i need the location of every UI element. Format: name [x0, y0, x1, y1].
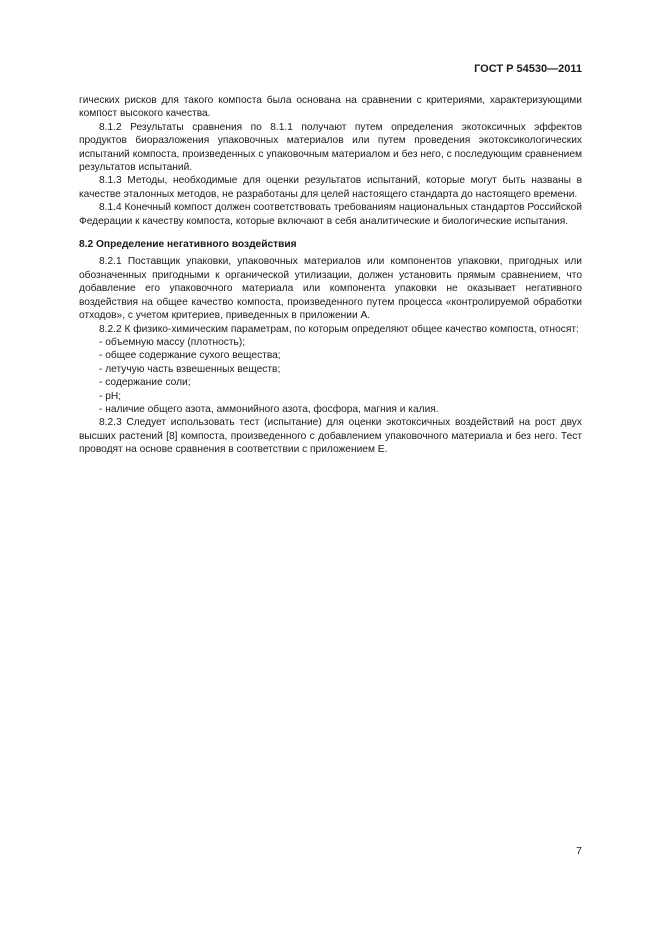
paragraph-8-2-3: 8.2.3 Следует использовать тест (испытание) для оценки экотоксичных воздействий на рост двух высших растений [8] компоста, произведенного с добавлением упаковочного материала и без него. Тест проводят на основе сравнения в соответствии с приложением Е. [79, 417, 582, 456]
list-item: - pH; [99, 390, 122, 402]
list-item: - наличие общего азота, аммонийного азота, фосфора, магния и калия. [99, 403, 439, 415]
paragraph-8-1-3: 8.1.3 Методы, необходимые для оценки результатов испытаний, которые могут быть названы в качестве эталонных методов, не разработаны для целей настоящего стандарта до настоящего времени. [79, 175, 582, 200]
paragraph-8-1-2: 8.1.2 Результаты сравнения по 8.1.1 получают путем определения экотоксичных эффектов продуктов биоразложения упаковочных материалов или путем проведения экотоксикологических испытаний компоста, произведенных с упаковочным материалом и без него, с последующим сравнением результатов испытаний. [79, 121, 582, 174]
list-item: - летучую часть взвешенных веществ; [99, 363, 281, 375]
section-heading-8-2: 8.2 Определение негативного воздействия [79, 239, 297, 251]
list-item: - объемную массу (плотность); [99, 336, 246, 348]
paragraph-8-1-4: 8.1.4 Конечный компост должен соответствовать требованиям национальных стандартов Российской Федерации к качеству компоста, которые включают в себя аналитические и биологические испытания. [79, 202, 582, 227]
document-code: ГОСТ Р 54530—2011 [474, 63, 582, 75]
page-number: 7 [576, 845, 582, 857]
list-item: - содержание соли; [99, 377, 191, 389]
paragraph-8-2-1: 8.2.1 Поставщик упаковки, упаковочных материалов или компонентов упаковки, пригодных или обозначенных пригодными к органической утилизации, должен установить прямым сравнением, что добавление его упаковочного материала или компонента упаковки не оказывает негативного воздействия на общее качество компоста, произведенного путем процесса «контролируемой обработки отходов», с учетом критериев, приведенных в приложении А. [79, 256, 582, 322]
paragraph-8-2-2: 8.2.2 К физико-химическим параметрам, по которым определяют общее качество компоста, относят: [99, 323, 579, 335]
list-item: - общее содержание сухого вещества; [99, 350, 281, 362]
paragraph-continuation: гических рисков для такого компоста была основана на сравнении с критериями, характеризующими компост высокого качества. [79, 95, 582, 120]
page-body [79, 94, 582, 457]
